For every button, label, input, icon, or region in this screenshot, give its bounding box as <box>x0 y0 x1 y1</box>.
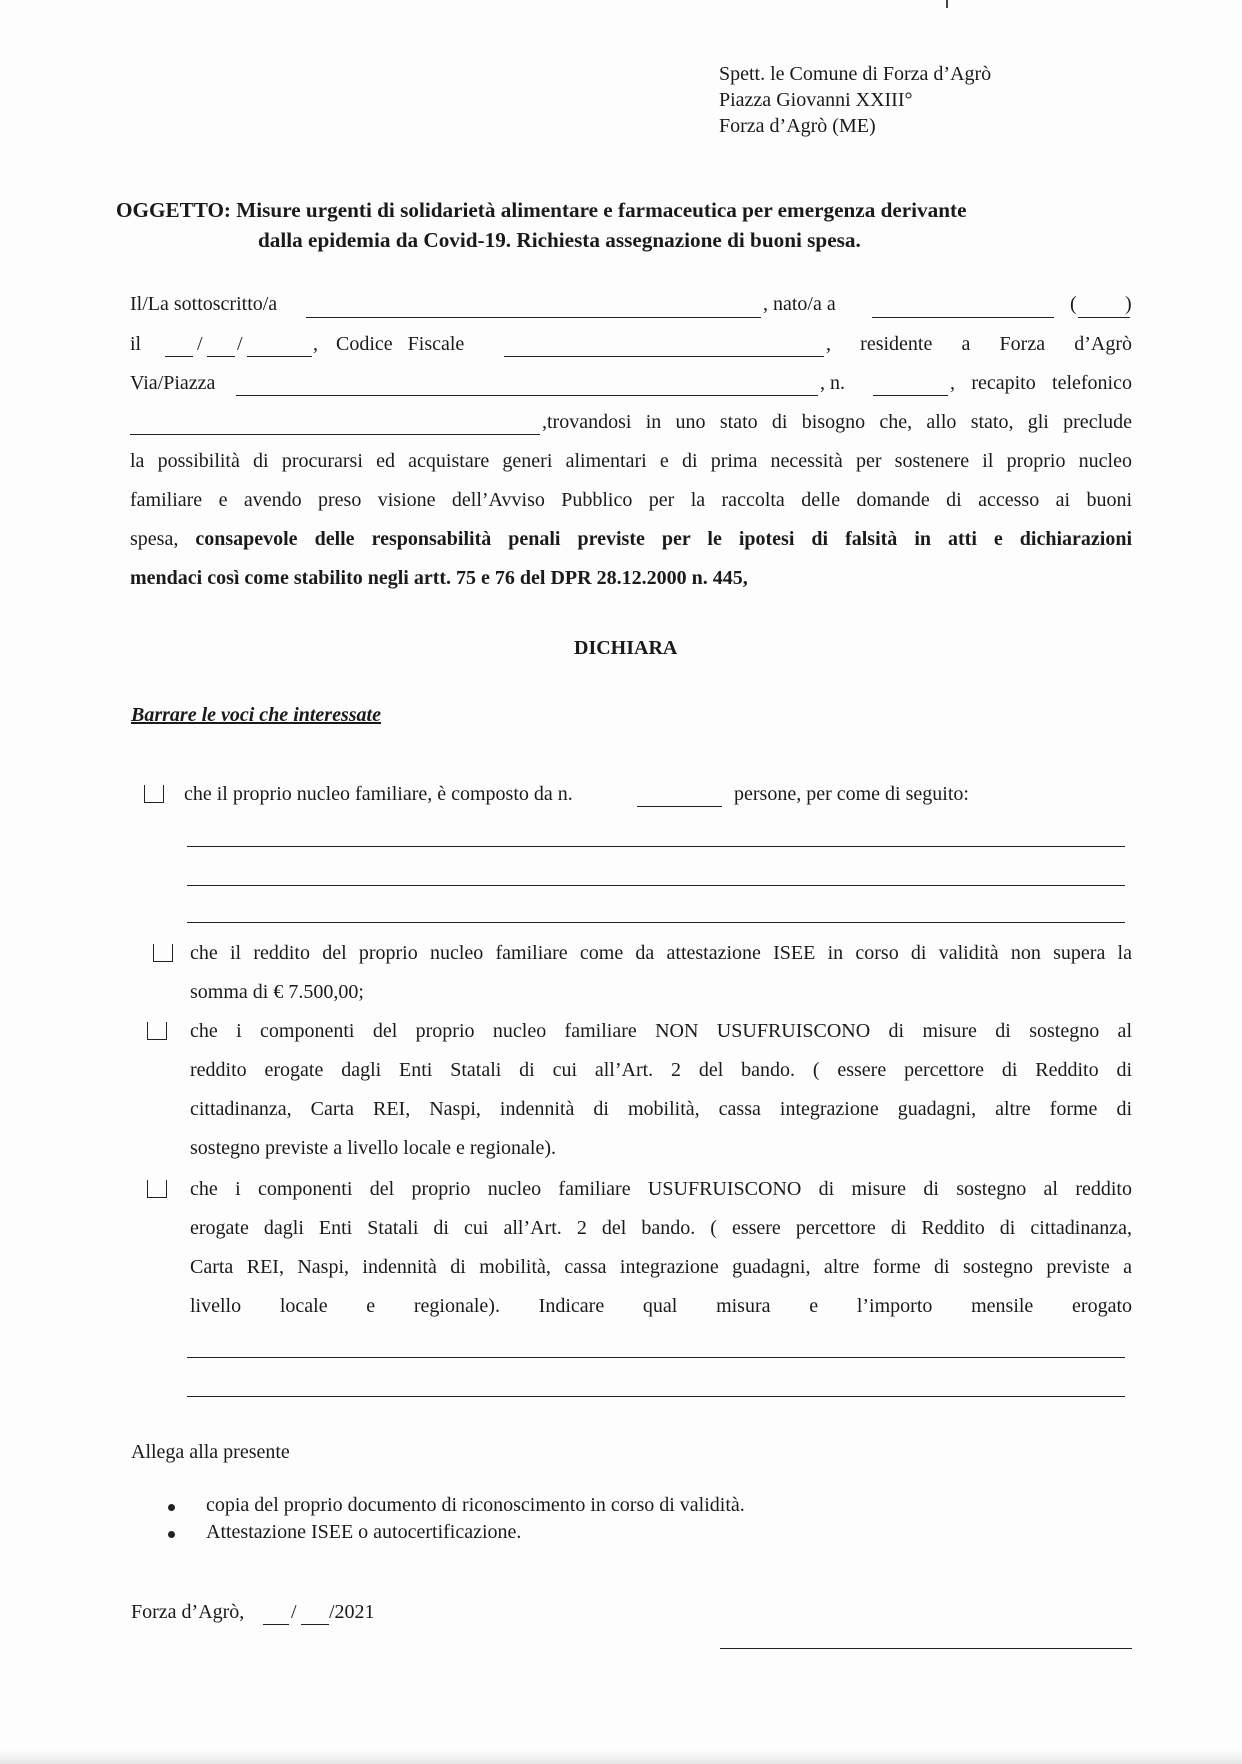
field-anno-nascita[interactable] <box>247 356 312 357</box>
label-via: Via/Piazza <box>130 372 216 394</box>
checkbox-usufruiscono[interactable] <box>147 1180 167 1198</box>
text-trovandosi: ,trovandosi in uno stato di bisogno che, allo stato, gli preclude <box>542 411 1132 433</box>
label-nato: , nato/a a <box>763 293 836 315</box>
subject-line-2: dalla epidemia da Covid-19. Richiesta assegnazione di buoni spesa. <box>258 228 861 252</box>
option-4-line-4: livello locale e regionale). Indicare qual misura e l’importo mensile erogato <box>190 1295 1132 1317</box>
recipient-line-2: Piazza Giovanni XXIII° <box>719 89 913 111</box>
subject-label: OGGETTO: <box>116 198 231 222</box>
option-3-line-2: reddito erogate dagli Enti Statali di cui all’Art. 2 del bando. ( essere percettore di Reddito di <box>190 1059 1132 1081</box>
paragraph-line-3 <box>130 528 1132 551</box>
paragraph-line-3-bold: consapevole delle responsabilità penali previste per le ipotesi di falsità in atti e dichiarazioni <box>195 528 1133 550</box>
attachment-item: Attestazione ISEE o autocertificazione. <box>206 1521 522 1543</box>
field-persone-riga-3[interactable] <box>187 922 1125 923</box>
paragraph-line-1: la possibilità di procurarsi ed acquistare generi alimentari e di prima necessità per sostenere il proprio nucleo <box>130 450 1132 472</box>
field-mese[interactable] <box>301 1624 329 1625</box>
checkbox-isee[interactable] <box>153 944 173 962</box>
scan-mark <box>946 0 948 8</box>
option-1-tail: persone, per come di seguito: <box>734 783 969 805</box>
date-place: Forza d’Agrò, <box>131 1601 245 1623</box>
label-numero: , n. <box>820 372 845 394</box>
paragraph-line-2: familiare e avendo preso visione dell’Avviso Pubblico per la raccolta delle domande di accesso ai buoni <box>130 489 1132 511</box>
comma: , <box>313 333 318 355</box>
signature-line[interactable] <box>720 1648 1132 1649</box>
label-residente: , residente a Forza d’Agrò <box>826 333 1132 355</box>
option-1-text: che il proprio nucleo familiare, è composto da n. <box>184 783 573 805</box>
date-year: /2021 <box>329 1601 375 1623</box>
field-nome[interactable] <box>306 317 761 318</box>
attachment-item: copia del proprio documento di riconoscimento in corso di validità. <box>206 1494 745 1516</box>
paragraph-line-4: mendaci così come stabilito negli artt. 75 e 76 del DPR 28.12.2000 n. 445, <box>130 567 748 589</box>
bullet-icon <box>168 1504 175 1511</box>
label-sottoscritto: Il/La sottoscritto/a <box>130 293 278 315</box>
field-num-persone[interactable] <box>637 806 722 807</box>
field-persone-riga-1[interactable] <box>187 846 1125 847</box>
label-il: il <box>130 333 142 355</box>
recipient-line-3: Forza d’Agrò (ME) <box>719 115 876 137</box>
field-codice-fiscale[interactable] <box>504 356 824 357</box>
dichiara-heading: DICHIARA <box>574 637 678 659</box>
paren-close: ) <box>1125 293 1132 315</box>
option-3-line-1: che i componenti del proprio nucleo familiare NON USUFRUISCONO di misure di sostegno al <box>190 1020 1132 1042</box>
paragraph-line-3-normal: spesa, <box>130 528 179 550</box>
date-slash: / <box>291 1601 297 1623</box>
scan-edge <box>0 1750 1242 1764</box>
subject-line-1 <box>116 198 967 223</box>
subject-text-1: Misure urgenti di solidarietà alimentare e farmaceutica per emergenza derivante <box>236 198 967 222</box>
field-provincia[interactable] <box>1078 317 1130 318</box>
field-persone-riga-2[interactable] <box>187 885 1125 886</box>
checkbox-nucleo[interactable] <box>144 785 164 803</box>
label-codice-fiscale: Codice Fiscale <box>336 333 465 355</box>
field-mese-nascita[interactable] <box>207 356 235 357</box>
option-3-line-4: sostegno previste a livello locale e regionale). <box>190 1137 556 1159</box>
field-misura-riga-2[interactable] <box>187 1396 1125 1397</box>
option-4-line-2: erogate dagli Enti Statali di cui all’Art. 2 del bando. ( essere percettore di Reddito di cittadinanza, <box>190 1217 1132 1239</box>
instruction-text: Barrare le voci che interessate <box>131 704 381 726</box>
option-3-line-3: cittadinanza, Carta REI, Naspi, indennità di mobilità, cassa integrazione guadagni, altre forme di <box>190 1098 1132 1120</box>
field-numero[interactable] <box>873 395 948 396</box>
attachments-heading: Allega alla presente <box>131 1441 290 1463</box>
field-telefono[interactable] <box>130 434 540 435</box>
option-2-line-1: che il reddito del proprio nucleo familiare come da attestazione ISEE in corso di validità non supera la <box>190 942 1132 964</box>
field-misura-riga-1[interactable] <box>187 1357 1125 1358</box>
date-slash-2: / <box>237 333 243 355</box>
field-via[interactable] <box>236 395 818 396</box>
date-slash-1: / <box>197 333 203 355</box>
field-giorno-nascita[interactable] <box>165 356 193 357</box>
recipient-line-1: Spett. le Comune di Forza d’Agrò <box>719 63 992 85</box>
checkbox-non-usufruiscono[interactable] <box>147 1022 167 1040</box>
option-4-line-3: Carta REI, Naspi, indennità di mobilità, cassa integrazione guadagni, altre forme di sostegno previste a <box>190 1256 1132 1278</box>
option-4-line-1: che i componenti del proprio nucleo familiare USUFRUISCONO di misure di sostegno al reddito <box>190 1178 1132 1200</box>
field-luogo-nascita[interactable] <box>872 317 1054 318</box>
label-recapito: , recapito telefonico <box>950 372 1132 394</box>
option-2-line-2: somma di € 7.500,00; <box>190 981 364 1003</box>
bullet-icon <box>168 1531 175 1538</box>
paren-open: ( <box>1070 293 1077 315</box>
field-giorno[interactable] <box>263 1624 289 1625</box>
